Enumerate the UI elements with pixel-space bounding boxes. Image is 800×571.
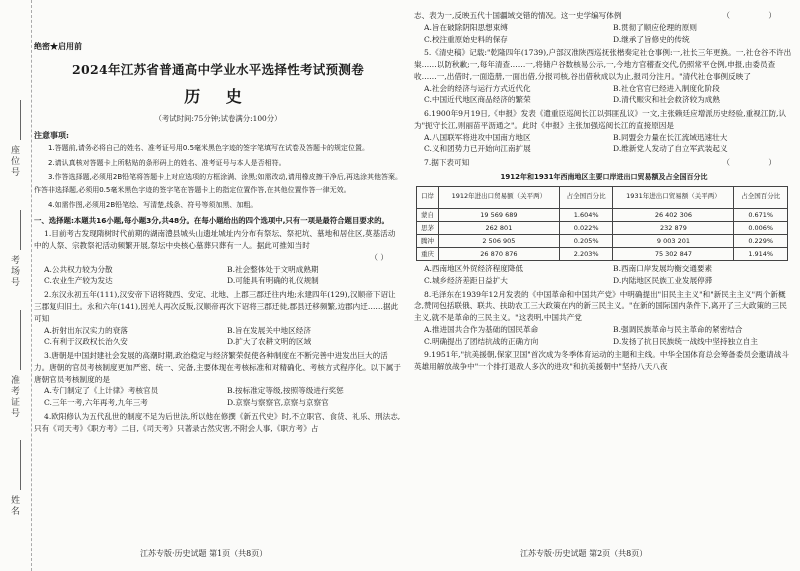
table-cell: 重庆 [417, 247, 439, 260]
option-d: D.发扬了抗日民族统一战线中坚持独立自主 [613, 336, 758, 346]
table-cell: 蒙自 [417, 208, 439, 221]
question-3 [34, 350, 402, 385]
question-3-options [34, 385, 402, 409]
name-line [20, 440, 21, 490]
option-a: A.推进国共合作为基础的国民革命 [424, 324, 539, 334]
admission-number-label: 准考证号 [9, 375, 19, 419]
option-d: D.扩大了农耕文明的区域 [227, 337, 312, 347]
option-c: C.有利于汉政权长治久安 [44, 337, 128, 347]
table-header-cell: 占全国百分比 [559, 186, 613, 208]
table-cell: 26 870 876 [438, 247, 559, 260]
question-stem: 3.唐朝是中国封建社会发展的高潮时期,政治稳定与经济繁荣促使各种制度在不断完善中进发出巨大的活力。唐朝的官员考核制度更加严密、统一、完备,主要体现在考核标准和对精确化、考核方式程序化。以下属于唐朝官员考核制度的是 [34, 351, 401, 384]
question-1 [34, 228, 402, 252]
option-b: B.按标准定等级,按照等级进行奖惩 [227, 386, 344, 396]
exam-title: 2024年江苏省普通高中学业水平选择性考试预测卷 [72, 62, 364, 78]
question-8 [414, 289, 794, 324]
exam-info: （考试时间:75分钟;试卷满分:100分） [154, 113, 282, 123]
option-b: B.强调民族革命与民主革命的紧密结合 [613, 324, 743, 334]
option-c: C.三年一考,六年再考,九年三考 [44, 398, 148, 408]
notice-heading: 注意事项: [34, 130, 69, 141]
option-a: A.西南地区外贸经济程度降低 [424, 264, 524, 274]
table-cell: 2.203% [559, 247, 613, 260]
table-cell: 0.229% [734, 234, 788, 247]
secret-mark: 绝密★启用前 [34, 41, 82, 51]
table-cell: 思茅 [417, 221, 439, 234]
option-d: D.可能具有明确的礼仪规制 [227, 276, 319, 286]
question-8-options [414, 324, 794, 348]
trade-table [416, 186, 788, 261]
option-c: C.城乡经济差距日益扩大 [424, 275, 508, 285]
table-cell: 26 402 306 [613, 208, 734, 221]
option-c: C.义和团势力已开始向江南扩展 [424, 144, 531, 154]
table-cell: 9 003 201 [613, 234, 734, 247]
option-b: B.社会整体处于文明成熟期 [227, 264, 319, 274]
question-6-options [414, 132, 794, 156]
option-b: B.社仓官官已经进入制度化阶段 [613, 83, 720, 93]
question-stem: 2.东汉永初五年(111),汉安帝下诏将陇西、安定、北地、上郡三郡迁往内地;永建四年(129),汉顺帝下诏让三郡复归旧土。永和六年(141),因羌人再次反叛,汉顺帝再次下诏将三郡迁徙,郡县迁移频繁,边郡内迁……据此可知 [34, 290, 399, 323]
subject-title: 历 史 [184, 86, 252, 106]
question-1-options [34, 264, 402, 288]
option-b: B.同盟会力量在长江流域迅速壮大 [613, 132, 728, 142]
answer-blank: （ ） [722, 158, 794, 168]
question-stem: 7.据下表可知 [424, 158, 470, 168]
right-column [414, 8, 794, 373]
option-d: D.京察与察察官,京察与京察官 [227, 398, 329, 408]
question-2 [34, 289, 402, 324]
table-row [417, 221, 788, 234]
seat-number-label: 座位号 [9, 145, 19, 178]
notice-item: 4.如需作图,必须用2B铅笔绘、写清楚,线条、符号等须加黑、加粗。 [48, 200, 258, 209]
option-d: D.内陆地区民族工业发展停滞 [613, 275, 713, 285]
section-title: 一、选择题:本题共16小题,每小题3分,共48分。在每小题给出的四个选项中,只有一项是最符合题目要求的。 [34, 215, 389, 225]
table-row [417, 208, 788, 221]
option-b: B.贯彻了顺应伦理的原则 [613, 22, 697, 32]
table-header-row [417, 186, 788, 208]
question-4-options [414, 22, 794, 46]
option-c: C.中国近代地区商品经济的繁荣 [424, 95, 531, 105]
table-cell: 232 879 [613, 221, 734, 234]
question-stem: 1.目前考古发现隋树时代前期的湖南澧县城头山遗址城址内分布有祭坛、祭祀坑、墓地和居住区,莫基活动中的人祭、宗教祭祀活动频繁开展,祭坛中央核心墓葬只葬有一人。据此可推知当时 [34, 229, 396, 251]
table-header-cell: 1912年进出口贸易额（关平两） [438, 186, 559, 208]
option-a: A.折射出东汉实力的衰落 [44, 325, 128, 335]
option-c: C.校注重原始史料的保存 [424, 34, 508, 44]
option-d: D.维新党人发动了自立军武装起义 [613, 144, 728, 154]
question-stem: 6.1900年9月19日,《申报》发表《遣重臣巡阅长江以弭匪乱议》一文,主张赖廷应增派历史经验,重视江防,认为"扼守长江,则丽苗平沥通之"。此时《申报》主张加强巡阅长江的直接原因是 [414, 109, 787, 130]
question-stem: 志、表为一,反映五代十国疆域交错的情况。这一史学编写体例 [414, 11, 622, 20]
table-header-cell: 占全国百分比 [734, 186, 788, 208]
notice-item: 1.答题前,请务必将自己的姓名、准考证号用0.5毫米黑色字迹的签字笔填写在试卷及答题卡的规定位置。 [48, 144, 370, 153]
table-cell: 0.022% [559, 221, 613, 234]
option-a: A.旨在破除阴阳思想束缚 [424, 22, 508, 32]
table-cell: 262 801 [438, 221, 559, 234]
option-c: C.明确提出了团结抗战的正确方向 [424, 336, 539, 346]
footer-right: 江苏专版·历史试题 第2页（共8页） [520, 549, 648, 558]
table-cell: 2 506 905 [438, 234, 559, 247]
table-cell: 0.205% [559, 234, 613, 247]
option-a: A.社会的经济与运行方式近代化 [424, 83, 531, 93]
table-row [417, 247, 788, 260]
table-header-cell: 口岸 [417, 186, 439, 208]
table-cell: 75 302 847 [613, 247, 734, 260]
question-9 [414, 349, 794, 373]
seat-number-line [20, 100, 21, 140]
admission-number-line [20, 310, 21, 370]
question-7-options [414, 263, 794, 287]
option-a: A.专门制定了《上计律》考核官员 [44, 386, 159, 396]
option-d: D.继承了旨修史的传统 [613, 34, 690, 44]
question-stem: 5.《清史稿》记载:"乾隆四年(1739),户部汉准陕西巡抚张楷奏定社仓事例:一,社长三年更换。一,社仓谷不许出粜……以防秋歉;一,每年清查……一,将储户谷数核易公示,一,今地方官稽查交代,仍照常平仓例,申报,由委员查收……一,出借时,一面造册,一面出借,分报司核,谷出借秋成以为止,报司分注月。"清代社仓事例反映了 [414, 48, 792, 81]
notice-item: 3.作答选择题,必须用2B铅笔将答题卡上对应选项的方框涂满、涂黑;如需改动,请用橡皮擦干净后,再选涂其他答案。作答非选择题,必须用0.5毫米黑色字迹的签字笔在答题卡上的指定位置作答,在其他位置作答一律无效。 [34, 173, 402, 195]
answer-blank: （ ） [722, 11, 794, 20]
table-header-cell: 1931年进出口贸易额（关平两） [613, 186, 734, 208]
option-c: C.农业生产较为发达 [44, 276, 113, 286]
footer-left: 江苏专版·历史试题 第1页（共8页） [140, 549, 268, 558]
exam-room-line [20, 210, 21, 250]
question-stem: 9.1951年,"抗美援朝,保家卫国"首次成为冬季体育运动的主题和主线。中华全国体育总会筹备委员会邀请战斗英雄用解放战争中"一个排打退敌人多次的进攻"和抗美援朝中"坚持八天八夜 [414, 350, 789, 372]
question-4-continued [414, 10, 794, 22]
table-cell: 腾冲 [417, 234, 439, 247]
table-cell: 19 569 689 [438, 208, 559, 221]
question-5-options [414, 83, 794, 107]
option-a: A.八国联军将进攻中国南方地区 [424, 132, 531, 142]
answer-blank: （ ） [370, 252, 388, 262]
table-cell: 0.006% [734, 221, 788, 234]
table-cell: 1.914% [734, 247, 788, 260]
table-title: 1912年和1931年西南地区主要口岸进出口贸易额及占全国百分比 [500, 172, 708, 181]
name-label: 姓名 [9, 495, 19, 517]
left-column [34, 0, 402, 434]
notice-item: 2.请认真核对答题卡上所粘贴的条形码上的姓名、准考证号与本人是否相符。 [48, 158, 286, 167]
question-7 [414, 157, 794, 169]
option-a: A.公共权力较为分散 [44, 264, 113, 274]
question-stem: 4.欧阳修认为五代乱世的制度不足为后世法,所以他在修撰《新五代史》时,不立职官、食货、礼乐、刑法志,只有《司天考》《职方考》二目,《司天考》只著录古然灾害,不附会人事,《职方考》占 [34, 411, 401, 433]
question-2-options [34, 325, 402, 349]
question-6 [414, 108, 794, 132]
option-b: B.旨在发展关中地区经济 [227, 325, 311, 335]
option-b: B.西南口岸发展均衡交通要素 [613, 264, 713, 274]
table-cell: 1.604% [559, 208, 613, 221]
table-cell: 0.671% [734, 208, 788, 221]
option-d: D.清代赈灾和社会救济较为成熟 [613, 95, 720, 105]
binding-strip [0, 0, 32, 571]
question-5 [414, 47, 794, 82]
exam-room-label: 考场号 [9, 255, 19, 288]
question-stem: 8.毛泽东在1939年12月发表的《中国革命和中国共产党》中明确提出"旧民主主义"和"新民主主义"两个新概念,赞同包括联俄、联共、扶助农工三大政策在内的新三民主义。"在新的国际国内条件下,离开了三大政策的三民主义,就不是革命的三民主义。"这表明,中国共产党 [414, 289, 787, 323]
question-4 [34, 411, 402, 435]
table-row [417, 234, 788, 247]
